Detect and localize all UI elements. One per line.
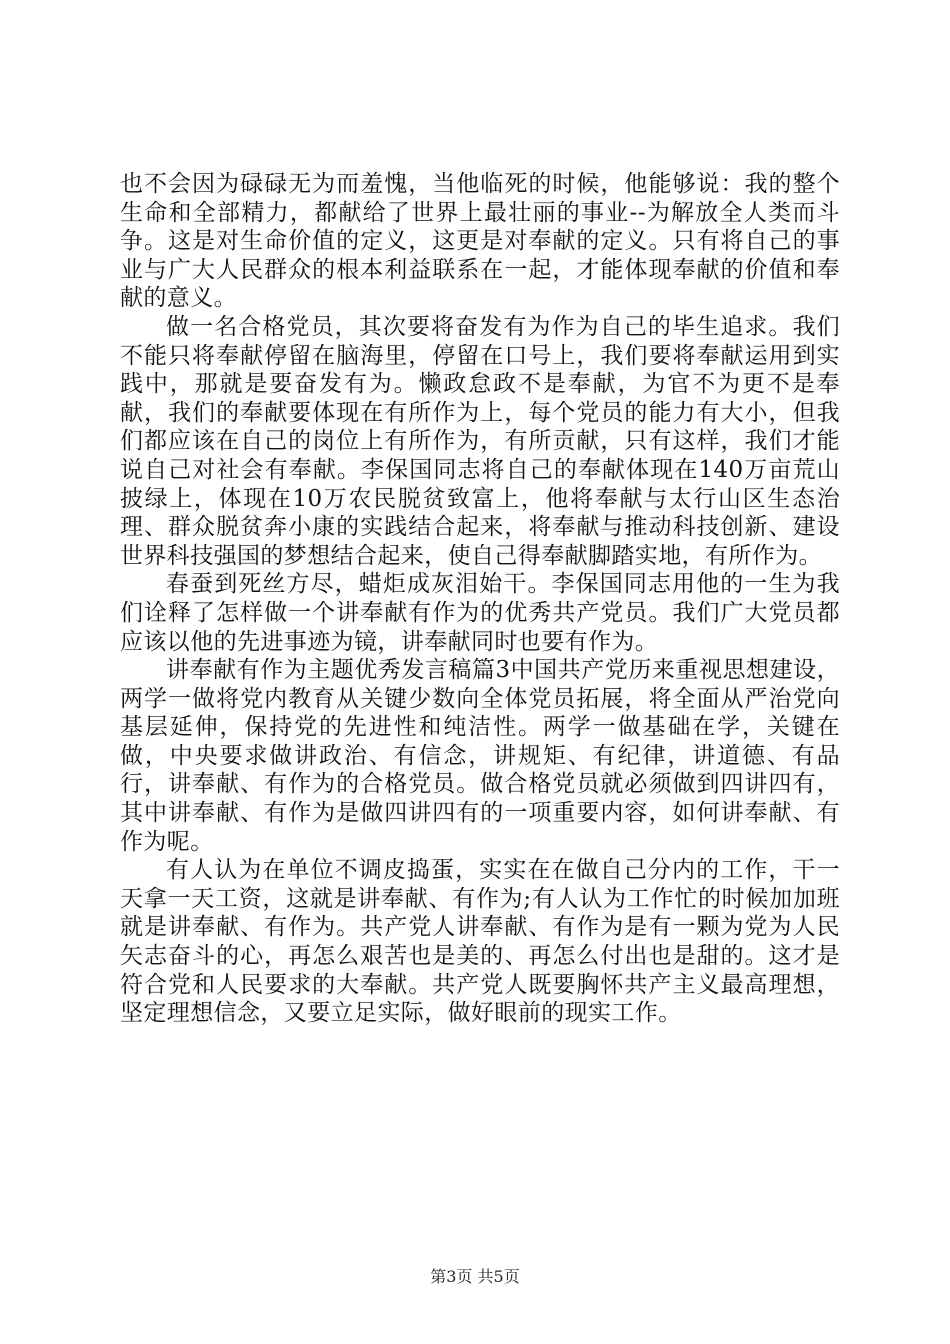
paragraph-3: 春蚕到死丝方尽，蜡炬成灰泪始干。李保国同志用他的一生为我们诠释了怎样做一个讲奉献有作为的优秀共产党员。我们广大党员都应该以他的先进事迹为镜，讲奉献同时也要有作为。 (120, 571, 840, 655)
body-text (120, 170, 840, 1028)
paragraph-4: 讲奉献有作为主题优秀发言稿篇3中国共产党历来重视思想建设，两学一做将党内教育从关键少数向全体党员拓展，将全面从严治党向基层延伸，保持党的先进性和纯洁性。两学一做基础在学，关键在做，中央要求做讲政治、有信念，讲规矩、有纪律，讲道德、有品行，讲奉献、有作为的合格党员。做合格党员就必须做到四讲四有，其中讲奉献、有作为是做四讲四有的一项重要内容，如何讲奉献、有作为呢。 (120, 657, 840, 855)
paragraph-2: 做一名合格党员，其次要将奋发有为作为自己的毕生追求。我们不能只将奉献停留在脑海里，停留在口号上，我们要将奉献运用到实践中，那就是要奋发有为。懒政怠政不是奉献，为官不为更不是奉献，我们的奉献要体现在有所作为上，每个党员的能力有大小，但我们都应该在自己的岗位上有所作为，有所贡献，只有这样，我们才能说自己对社会有奉献。李保国同志将自己的奉献体现在140万亩荒山披绿上，体现在10万农民脱贫致富上，他将奉献与太行山区生态治理、群众脱贫奔小康的实践结合起来，将奉献与推动科技创新、建设世界科技强国的梦想结合起来，使自己得奉献脚踏实地，有所作为。 (120, 313, 840, 569)
paragraph-1: 也不会因为碌碌无为而羞愧，当他临死的时候，他能够说：我的整个生命和全部精力，都献给了世界上最壮丽的事业--为解放全人类而斗争。这是对生命价值的定义，这更是对奉献的定义。只有将自己的事业与广大人民群众的根本利益联系在一起，才能体现奉献的价值和奉献的意义。 (120, 171, 840, 312)
page-footer: 第3页 共5页 (430, 1267, 520, 1286)
paragraph-5: 有人认为在单位不调皮捣蛋，实实在在做自己分内的工作，干一天拿一天工资，这就是讲奉献、有作为;有人认为工作忙的时候加加班就是讲奉献、有作为。共产党人讲奉献、有作为是有一颗为党为人民矢志奋斗的心，再怎么艰苦也是美的、再怎么付出也是甜的。这才是符合党和人民要求的大奉献。共产党人既要胸怀共产主义最高理想，坚定理想信念，又要立足实际，做好眼前的现实工作。 (120, 857, 840, 1027)
